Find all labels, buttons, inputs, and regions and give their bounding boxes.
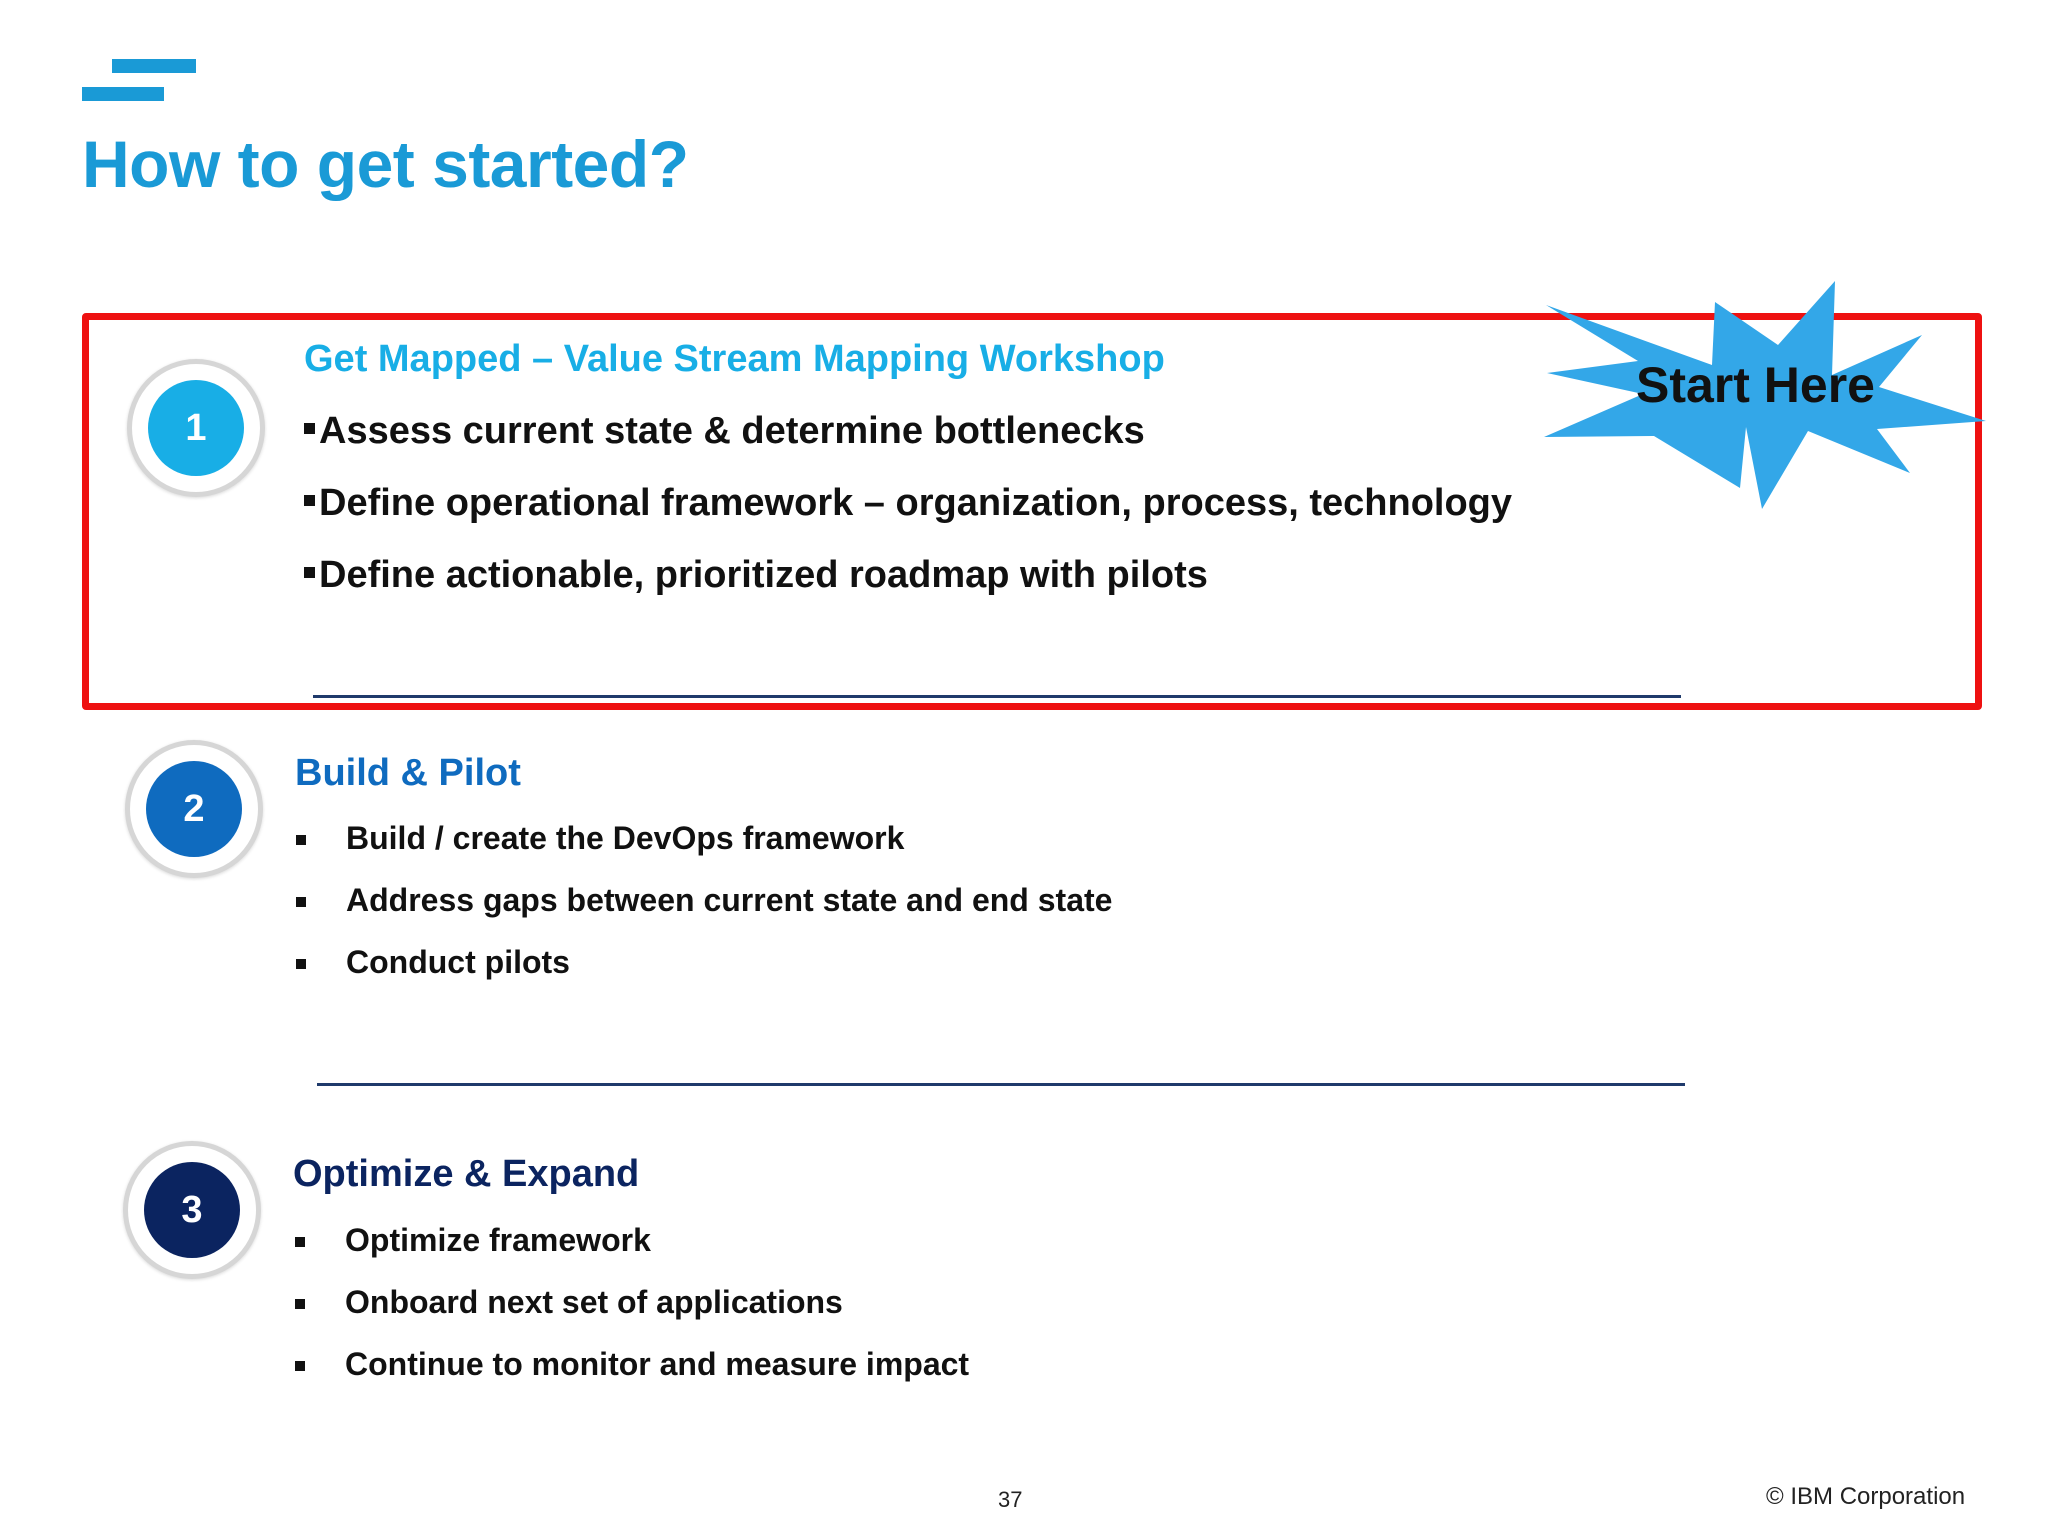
bullet-icon [295, 1361, 305, 1371]
bullet-icon [296, 835, 306, 845]
logo-bar-bottom [82, 87, 164, 101]
logo-bar-top [112, 59, 196, 73]
step-3-title: Optimize & Expand [293, 1153, 640, 1195]
slide-title: How to get started? [82, 127, 689, 201]
bullet-icon [304, 423, 315, 434]
bullet-icon [304, 495, 315, 506]
page-number: 37 [998, 1487, 1023, 1512]
step-1-title: Get Mapped – Value Stream Mapping Workshop [304, 338, 1165, 380]
step-1-bullet-3: Define actionable, prioritized roadmap with pilots [304, 554, 1208, 597]
step-1-number: 1 [148, 380, 244, 476]
bullet-icon [296, 959, 306, 969]
divider-2 [317, 1083, 1685, 1086]
step-1-bullet-1: Assess current state & determine bottlenecks [304, 410, 1145, 453]
step-3-badge [123, 1141, 261, 1279]
bullet-icon [296, 897, 306, 907]
step-1-badge [127, 359, 265, 497]
step-2-title: Build & Pilot [295, 752, 521, 794]
step-1-bullet-2: Define operational framework – organization, process, technology [304, 482, 1512, 525]
step-3-number: 3 [144, 1162, 240, 1258]
step-2-badge [125, 740, 263, 878]
step-2-number: 2 [146, 761, 242, 857]
start-here-label: Start Here [1636, 357, 1875, 413]
bullet-icon [295, 1237, 305, 1247]
bullet-icon [304, 567, 315, 578]
copyright-text: © IBM Corporation [1766, 1483, 1966, 1510]
bullet-icon [295, 1299, 305, 1309]
divider-1 [313, 695, 1681, 698]
